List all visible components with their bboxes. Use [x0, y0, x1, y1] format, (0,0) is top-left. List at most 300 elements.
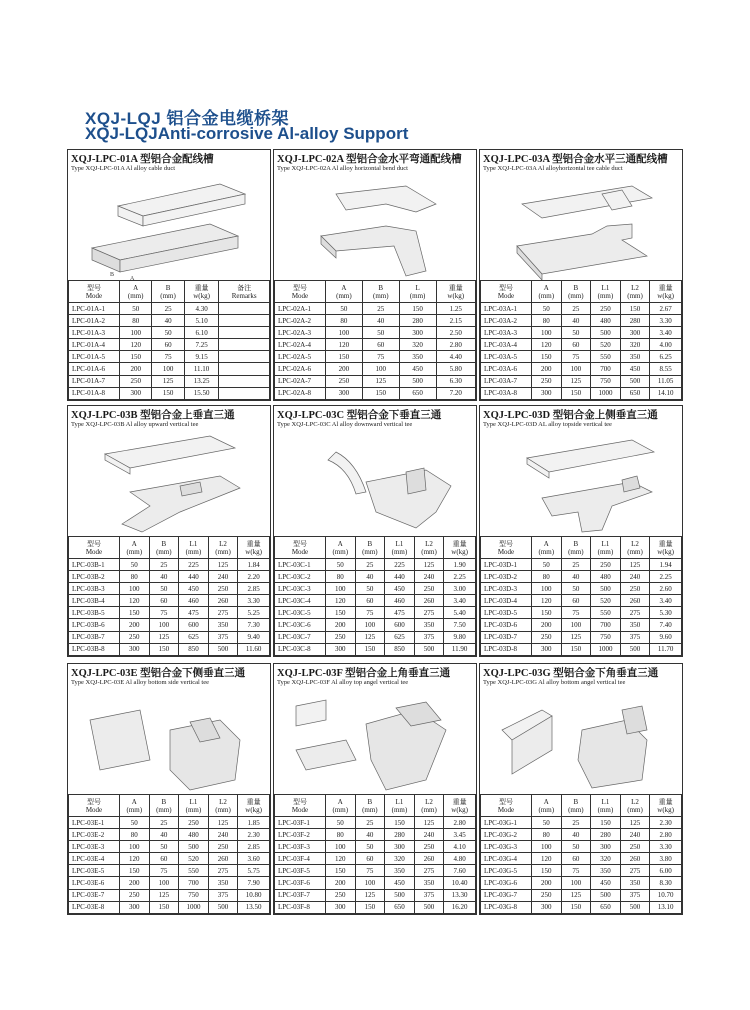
table-cell: LPC-03C-3: [275, 583, 326, 595]
table-row: [69, 853, 270, 865]
table-cell: 200: [120, 877, 150, 889]
column-header: L1 (mm): [179, 537, 209, 559]
table-cell: 120: [326, 339, 363, 351]
table-cell: 2.80: [650, 829, 682, 841]
table-cell: 50: [532, 303, 562, 315]
table-cell: 75: [362, 351, 399, 363]
table-cell: 60: [362, 339, 399, 351]
table-cell: 60: [149, 595, 179, 607]
table-row: [275, 375, 476, 387]
table-cell: 520: [591, 595, 621, 607]
column-header: L2 (mm): [620, 281, 650, 303]
table-cell: 9.80: [444, 631, 476, 643]
table-cell: 150: [591, 817, 621, 829]
table-cell: [219, 303, 270, 315]
table-cell: 100: [120, 583, 150, 595]
table-cell: 25: [362, 303, 399, 315]
table-cell: LPC-03D-7: [481, 631, 532, 643]
table-cell: 3.30: [238, 595, 270, 607]
table-cell: 300: [120, 387, 152, 399]
table-cell: 240: [414, 571, 444, 583]
column-header: A (mm): [326, 281, 363, 303]
table-cell: 100: [532, 583, 562, 595]
table-cell: 260: [620, 853, 650, 865]
table-row: [69, 375, 270, 387]
table-cell: 200: [120, 363, 152, 375]
product-panel: [479, 663, 683, 915]
table-row: [481, 841, 682, 853]
table-row: [69, 889, 270, 901]
table-cell: 60: [149, 853, 179, 865]
column-header: 重量 w(kg): [444, 537, 476, 559]
table-row: [69, 865, 270, 877]
table-cell: LPC-01A-8: [69, 387, 120, 399]
product-panel: [479, 149, 683, 401]
table-cell: 1.84: [238, 559, 270, 571]
table-cell: 650: [385, 901, 415, 913]
table-cell: LPC-03G-2: [481, 829, 532, 841]
bottom-side-vertical-tee-icon: [70, 690, 268, 794]
table-cell: 25: [149, 817, 179, 829]
table-row: [69, 559, 270, 571]
table-cell: LPC-03F-2: [275, 829, 326, 841]
column-header: 重量 w(kg): [650, 795, 682, 817]
table-cell: 250: [120, 889, 150, 901]
table-cell: LPC-03B-2: [69, 571, 120, 583]
table-cell: 240: [208, 571, 238, 583]
table-cell: 250: [620, 841, 650, 853]
table-cell: 500: [385, 889, 415, 901]
table-cell: 150: [326, 351, 363, 363]
table-cell: 250: [414, 841, 444, 853]
table-row: [481, 889, 682, 901]
table-cell: 100: [532, 327, 562, 339]
product-title: XQJ-LPC-03D 型铝合金上侧垂直三通: [483, 410, 658, 421]
table-cell: 300: [620, 327, 650, 339]
table-cell: LPC-03A-2: [481, 315, 532, 327]
table-cell: LPC-01A-3: [69, 327, 120, 339]
table-row: [69, 607, 270, 619]
table-cell: 25: [561, 559, 591, 571]
table-cell: 480: [591, 315, 621, 327]
table-row: [481, 327, 682, 339]
table-cell: 250: [532, 375, 562, 387]
table-cell: LPC-03F-7: [275, 889, 326, 901]
table-cell: 8.30: [650, 877, 682, 889]
table-cell: 75: [355, 607, 385, 619]
table-cell: 1000: [591, 387, 621, 399]
column-header: 型号 Mode: [275, 537, 326, 559]
table-row: [275, 339, 476, 351]
column-header: A (mm): [532, 795, 562, 817]
table-cell: 10.70: [650, 889, 682, 901]
table-row: [275, 901, 476, 913]
table-cell: 300: [326, 901, 356, 913]
table-cell: 250: [532, 631, 562, 643]
table-cell: 350: [208, 877, 238, 889]
table-cell: 200: [532, 877, 562, 889]
table-cell: 9.15: [184, 351, 219, 363]
table-cell: 40: [152, 315, 184, 327]
table-cell: 25: [561, 817, 591, 829]
table-cell: LPC-01A-4: [69, 339, 120, 351]
table-row: [275, 315, 476, 327]
table-cell: LPC-03E-8: [69, 901, 120, 913]
column-header: B (mm): [149, 537, 179, 559]
table-row: [481, 829, 682, 841]
top-angle-vertical-tee-icon: [276, 690, 474, 794]
table-cell: 240: [414, 829, 444, 841]
table-row: [481, 583, 682, 595]
table-cell: 250: [326, 889, 356, 901]
table-row: [481, 853, 682, 865]
table-cell: 460: [179, 595, 209, 607]
table-row: [69, 877, 270, 889]
table-cell: 40: [149, 829, 179, 841]
table-cell: LPC-03A-6: [481, 363, 532, 375]
table-cell: LPC-02A-1: [275, 303, 326, 315]
table-cell: 25: [152, 303, 184, 315]
product-title: XQJ-LPC-03G 型铝合金下角垂直三通: [483, 668, 659, 679]
table-cell: LPC-03G-4: [481, 853, 532, 865]
table-cell: [219, 339, 270, 351]
table-cell: 150: [561, 643, 591, 655]
table-header-row: [275, 795, 476, 817]
table-cell: 150: [326, 865, 356, 877]
table-cell: 4.30: [184, 303, 219, 315]
table-cell: 250: [591, 559, 621, 571]
table-cell: 150: [149, 643, 179, 655]
table-cell: 75: [561, 865, 591, 877]
table-cell: 50: [532, 817, 562, 829]
table-cell: 50: [149, 583, 179, 595]
table-cell: 7.30: [238, 619, 270, 631]
table-cell: LPC-03G-5: [481, 865, 532, 877]
table-cell: [219, 315, 270, 327]
table-cell: 2.85: [238, 841, 270, 853]
column-header: B (mm): [149, 795, 179, 817]
table-cell: 50: [326, 559, 356, 571]
table-row: [481, 901, 682, 913]
table-cell: 240: [208, 829, 238, 841]
table-row: [275, 631, 476, 643]
table-cell: LPC-01A-6: [69, 363, 120, 375]
table-cell: LPC-03G-1: [481, 817, 532, 829]
table-cell: 1.90: [444, 559, 476, 571]
table-cell: 3.30: [650, 315, 682, 327]
column-header: L2 (mm): [414, 537, 444, 559]
table-row: [69, 643, 270, 655]
table-row: [481, 865, 682, 877]
table-cell: 40: [561, 829, 591, 841]
table-cell: LPC-03C-8: [275, 643, 326, 655]
table-cell: 1.25: [436, 303, 475, 315]
table-cell: 75: [561, 607, 591, 619]
table-cell: LPC-03B-3: [69, 583, 120, 595]
table-cell: 125: [561, 889, 591, 901]
column-header: B (mm): [561, 537, 591, 559]
table-cell: 2.60: [650, 583, 682, 595]
table-cell: 75: [561, 351, 591, 363]
table-cell: 250: [208, 841, 238, 853]
table-cell: 375: [208, 889, 238, 901]
table-cell: 150: [120, 351, 152, 363]
table-row: [69, 595, 270, 607]
product-panel: [273, 405, 477, 657]
table-cell: 225: [385, 559, 415, 571]
product-subtitle: Type XQJ-LPC-03F Al alloy top angel vertical tee: [277, 679, 409, 686]
table-cell: 250: [591, 303, 621, 315]
table-cell: 150: [120, 865, 150, 877]
table-row: [481, 607, 682, 619]
table-cell: 1.94: [650, 559, 682, 571]
table-cell: 200: [326, 363, 363, 375]
table-cell: 15.50: [184, 387, 219, 399]
table-cell: 500: [591, 583, 621, 595]
table-cell: LPC-03E-2: [69, 829, 120, 841]
column-header: A (mm): [326, 537, 356, 559]
table-cell: 275: [208, 607, 238, 619]
table-cell: 150: [399, 303, 436, 315]
table-cell: 350: [591, 865, 621, 877]
table-cell: 250: [208, 583, 238, 595]
product-title: XQJ-LPC-03A 型铝合金水平三通配线槽: [483, 154, 668, 165]
table-cell: 2.25: [650, 571, 682, 583]
table-cell: 750: [591, 375, 621, 387]
table-cell: 250: [326, 375, 363, 387]
table-cell: 11.60: [238, 643, 270, 655]
table-cell: 520: [179, 853, 209, 865]
table-cell: LPC-01A-5: [69, 351, 120, 363]
page-title-en: XQJ-LQJAnti-corrosive Al-alloy Support: [85, 124, 409, 143]
table-row: [275, 619, 476, 631]
table-cell: 1000: [591, 643, 621, 655]
table-cell: 100: [326, 327, 363, 339]
column-header: 型号 Mode: [481, 281, 532, 303]
table-cell: 2.15: [436, 315, 475, 327]
table-cell: 125: [149, 631, 179, 643]
table-header-row: [69, 537, 270, 559]
table-cell: 500: [208, 643, 238, 655]
table-cell: 375: [620, 889, 650, 901]
table-cell: 3.45: [444, 829, 476, 841]
table-cell: 125: [362, 375, 399, 387]
column-header: A (mm): [120, 281, 152, 303]
table-row: [481, 363, 682, 375]
table-cell: 300: [532, 387, 562, 399]
table-cell: LPC-03F-6: [275, 877, 326, 889]
table-cell: 150: [532, 865, 562, 877]
table-cell: 300: [326, 387, 363, 399]
table-cell: 7.90: [238, 877, 270, 889]
column-header: 重量 w(kg): [238, 537, 270, 559]
table-cell: 100: [120, 327, 152, 339]
table-cell: LPC-03B-7: [69, 631, 120, 643]
table-row: [481, 643, 682, 655]
table-cell: LPC-03D-5: [481, 607, 532, 619]
table-cell: 600: [385, 619, 415, 631]
table-cell: 100: [561, 877, 591, 889]
table-cell: 475: [385, 607, 415, 619]
table-cell: 5.75: [238, 865, 270, 877]
product-title: XQJ-LPC-03F 型铝合金上角垂直三通: [277, 668, 451, 679]
table-cell: LPC-03E-7: [69, 889, 120, 901]
table-cell: 3.40: [650, 595, 682, 607]
table-cell: 480: [591, 571, 621, 583]
table-cell: 125: [149, 889, 179, 901]
table-cell: 2.85: [238, 583, 270, 595]
table-header-row: [69, 281, 270, 303]
table-cell: 275: [414, 607, 444, 619]
table-cell: 520: [591, 339, 621, 351]
table-cell: 4.00: [650, 339, 682, 351]
table-cell: 50: [326, 303, 363, 315]
table-cell: 125: [152, 375, 184, 387]
table-cell: 120: [120, 339, 152, 351]
product-panel: [273, 149, 477, 401]
table-cell: 100: [355, 619, 385, 631]
table-cell: LPC-03A-1: [481, 303, 532, 315]
table-cell: 150: [385, 817, 415, 829]
table-cell: LPC-03A-7: [481, 375, 532, 387]
table-cell: 125: [620, 559, 650, 571]
table-cell: 11.70: [650, 643, 682, 655]
table-cell: 550: [179, 865, 209, 877]
product-title: XQJ-LPC-01A 型铝合金配线槽: [71, 154, 214, 165]
table-cell: 11.10: [184, 363, 219, 375]
table-cell: 11.90: [444, 643, 476, 655]
table-cell: LPC-03F-8: [275, 901, 326, 913]
spec-table: [274, 280, 476, 400]
spec-table: [480, 794, 682, 914]
table-row: [69, 619, 270, 631]
column-header: 重量 w(kg): [436, 281, 475, 303]
table-cell: 50: [149, 841, 179, 853]
table-cell: LPC-01A-1: [69, 303, 120, 315]
table-cell: 7.50: [444, 619, 476, 631]
product-panel: [67, 149, 271, 401]
table-cell: 80: [120, 829, 150, 841]
table-cell: 80: [120, 315, 152, 327]
table-cell: 150: [561, 387, 591, 399]
table-cell: 500: [591, 327, 621, 339]
table-cell: 300: [532, 901, 562, 913]
table-cell: 50: [561, 583, 591, 595]
table-row: [69, 363, 270, 375]
table-cell: 100: [532, 841, 562, 853]
product-title: XQJ-LPC-03C 型铝合金下垂直三通: [277, 410, 442, 421]
table-row: [481, 303, 682, 315]
column-header: 型号 Mode: [69, 795, 120, 817]
spec-table: [274, 536, 476, 656]
table-cell: 14.10: [650, 387, 682, 399]
column-header: B (mm): [362, 281, 399, 303]
table-cell: LPC-03D-8: [481, 643, 532, 655]
table-row: [275, 889, 476, 901]
table-cell: 3.80: [650, 853, 682, 865]
table-cell: 280: [399, 315, 436, 327]
table-cell: 1000: [179, 901, 209, 913]
column-header: L1 (mm): [591, 537, 621, 559]
table-cell: 50: [326, 817, 356, 829]
table-cell: 8.55: [650, 363, 682, 375]
table-cell: 150: [149, 901, 179, 913]
table-cell: 50: [120, 817, 150, 829]
table-cell: 550: [591, 607, 621, 619]
table-cell: 375: [620, 631, 650, 643]
table-row: [481, 315, 682, 327]
table-cell: 100: [120, 841, 150, 853]
table-row: [275, 559, 476, 571]
table-row: [69, 327, 270, 339]
table-cell: LPC-03D-4: [481, 595, 532, 607]
table-cell: 100: [326, 583, 356, 595]
table-row: [69, 571, 270, 583]
table-cell: LPC-03E-5: [69, 865, 120, 877]
table-row: [275, 571, 476, 583]
table-cell: 5.30: [650, 607, 682, 619]
table-cell: 625: [179, 631, 209, 643]
column-header: L1 (mm): [385, 537, 415, 559]
table-cell: LPC-03A-3: [481, 327, 532, 339]
table-row: [275, 583, 476, 595]
table-cell: LPC-02A-3: [275, 327, 326, 339]
table-cell: 460: [385, 595, 415, 607]
table-cell: 280: [620, 315, 650, 327]
table-cell: 80: [532, 829, 562, 841]
table-cell: LPC-03C-5: [275, 607, 326, 619]
column-header: L2 (mm): [620, 537, 650, 559]
table-cell: 80: [326, 571, 356, 583]
table-cell: 150: [355, 643, 385, 655]
table-cell: 75: [149, 865, 179, 877]
table-header-row: [481, 281, 682, 303]
table-row: [69, 303, 270, 315]
table-cell: LPC-02A-7: [275, 375, 326, 387]
table-cell: LPC-03C-2: [275, 571, 326, 583]
table-cell: [219, 351, 270, 363]
table-cell: 250: [179, 817, 209, 829]
table-row: [275, 841, 476, 853]
table-cell: 60: [355, 595, 385, 607]
table-cell: 300: [591, 841, 621, 853]
table-cell: LPC-02A-2: [275, 315, 326, 327]
table-cell: 25: [355, 559, 385, 571]
table-cell: 2.67: [650, 303, 682, 315]
upward-vertical-tee-icon: [70, 432, 268, 536]
table-cell: 9.40: [238, 631, 270, 643]
table-header-row: [69, 795, 270, 817]
table-cell: 550: [591, 351, 621, 363]
table-row: [481, 631, 682, 643]
table-cell: 650: [591, 901, 621, 913]
table-cell: LPC-03E-6: [69, 877, 120, 889]
table-cell: 260: [620, 595, 650, 607]
table-cell: LPC-03D-6: [481, 619, 532, 631]
table-row: [481, 559, 682, 571]
column-header: B (mm): [561, 795, 591, 817]
table-row: [275, 595, 476, 607]
table-cell: LPC-03G-3: [481, 841, 532, 853]
table-cell: 60: [561, 853, 591, 865]
table-cell: 260: [208, 595, 238, 607]
column-header: A (mm): [532, 537, 562, 559]
table-cell: [219, 327, 270, 339]
table-cell: LPC-03C-1: [275, 559, 326, 571]
table-row: [69, 387, 270, 399]
column-header: L1 (mm): [591, 795, 621, 817]
column-header: L2 (mm): [414, 795, 444, 817]
